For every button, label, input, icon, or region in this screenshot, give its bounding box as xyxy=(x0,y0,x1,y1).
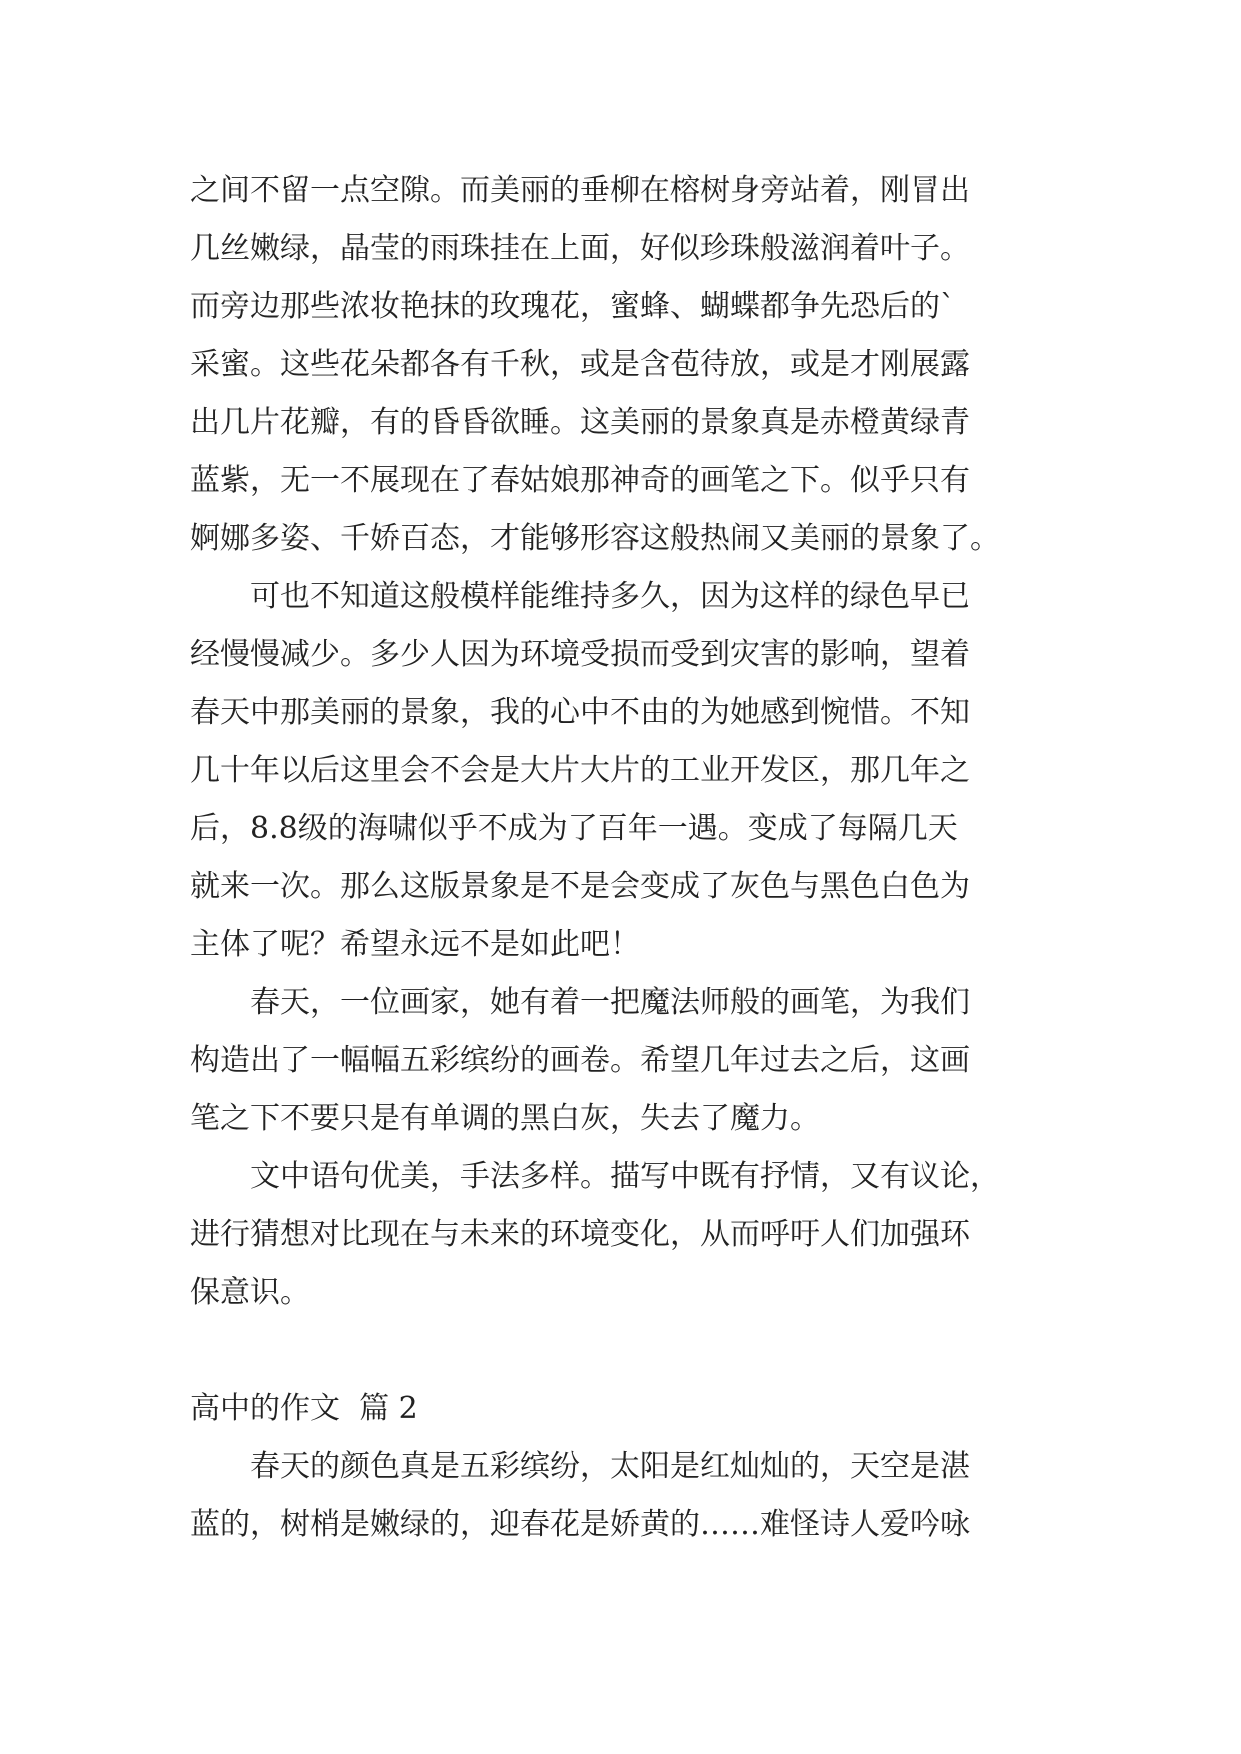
text-line: 春天，一位画家，她有着一把魔法师般的画笔，为我们 xyxy=(250,985,970,1020)
section-spacer xyxy=(190,1322,1070,1380)
text-line: 进行猜想对比现在与未来的环境变化，从而呼吁人们加强环 xyxy=(190,1217,970,1252)
text-line: 笔之下不要只是有单调的黑白灰，失去了魔力。 xyxy=(190,1101,820,1136)
text-line: 就来一次。那么这版景象是不是会变成了灰色与黑色白色为 xyxy=(190,869,970,904)
text-line: 蓝紫，无一不展现在了春姑娘那神奇的画笔之下。似乎只有 xyxy=(190,463,970,498)
text-line: 经慢慢减少。多少人因为环境受损而受到灾害的影响，望着 xyxy=(190,637,970,672)
text-line: 之间不留一点空隙。而美丽的垂柳在榕树身旁站着，刚冒出 xyxy=(190,173,970,208)
text-line: 构造出了一幅幅五彩缤纷的画卷。希望几年过去之后，这画 xyxy=(190,1043,970,1078)
paragraph-5 xyxy=(190,1438,1070,1554)
text-line: 可也不知道这般模样能维持多久，因为这样的绿色早已 xyxy=(250,579,970,614)
text-line: 而旁边那些浓妆艳抹的玫瑰花，蜜蜂、蝴蝶都争先恐后的` xyxy=(190,289,955,324)
text-line: 几十年以后这里会不会是大片大片的工业开发区，那几年之 xyxy=(190,753,970,788)
text-line: 春天的颜色真是五彩缤纷，太阳是红灿灿的，天空是湛 xyxy=(250,1449,970,1484)
text-line: 文中语句优美，手法多样。描写中既有抒情，又有议论， xyxy=(250,1159,1000,1194)
section-heading: 高中的作文 篇 2 xyxy=(190,1391,418,1426)
text-line: 保意识。 xyxy=(190,1275,310,1310)
text-line: 蓝的，树梢是嫩绿的，迎春花是娇黄的……难怪诗人爱吟咏 xyxy=(190,1507,970,1542)
text-line: 主体了呢？希望永远不是如此吧！ xyxy=(190,927,640,962)
paragraph-1 xyxy=(190,162,1070,568)
text-line: 春天中那美丽的景象，我的心中不由的为她感到惋惜。不知 xyxy=(190,695,970,730)
document-body xyxy=(190,162,1070,1554)
paragraph-4 xyxy=(190,1148,1070,1322)
paragraph-2 xyxy=(190,568,1070,974)
paragraph-3 xyxy=(190,974,1070,1148)
text-line: 几丝嫩绿，晶莹的雨珠挂在上面，好似珍珠般滋润着叶子。 xyxy=(190,231,970,266)
text-line: 采蜜。这些花朵都各有千秋，或是含苞待放，或是才刚展露 xyxy=(190,347,970,382)
text-line: 婀娜多姿、千娇百态，才能够形容这般热闹又美丽的景象了。 xyxy=(190,521,1000,556)
text-line: 出几片花瓣，有的昏昏欲睡。这美丽的景象真是赤橙黄绿青 xyxy=(190,405,970,440)
text-line: 后，8.8级的海啸似乎不成为了百年一遇。变成了每隔几天 xyxy=(190,811,958,846)
